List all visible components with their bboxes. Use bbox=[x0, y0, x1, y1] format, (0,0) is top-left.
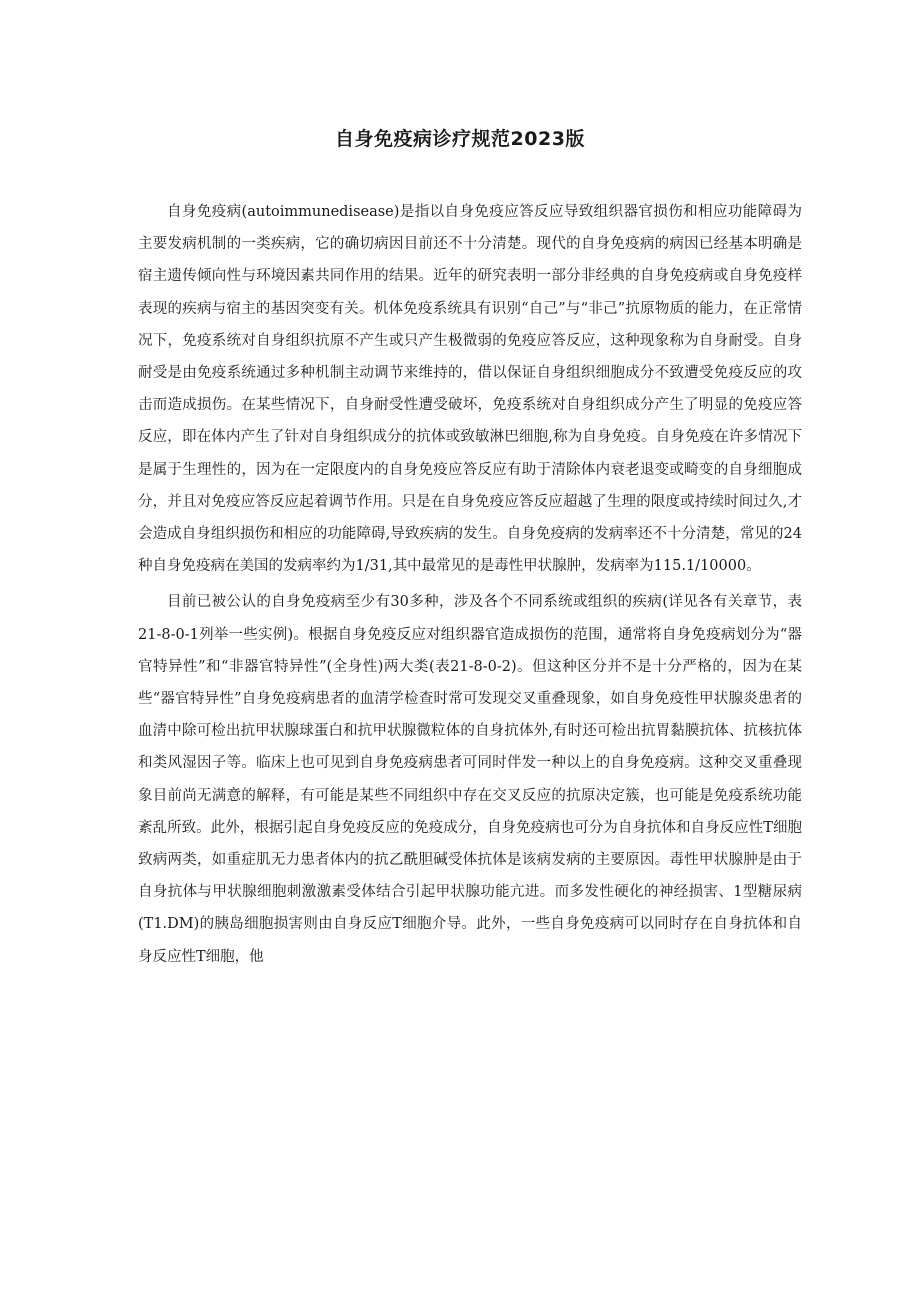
paragraph-1: 自身免疫病(autoimmunedisease)是指以自身免疫应答反应导致组织器官损伤和相应功能障碍为主要发病机制的一类疾病，它的确切病因目前还不十分清楚。现代的自身免疫病的病因已经基本明确是宿主遗传倾向性与环境因素共同作用的结果。近年的研究表明一部分非经典的自身免疫病或自身免疫样表现的疾病与宿主的基因突变有关。机体免疫系统具有识别“自己”与“非己”抗原物质的能力，在正常情况下，免疫系统对自身组织抗原不产生或只产生极微弱的免疫应答反应，这种现象称为自身耐受。自身耐受是由免疫系统通过多种机制主动调节来维持的，借以保证自身组织细胞成分不致遭受免疫反应的攻击而造成损伤。在某些情况下，自身耐受性遭受破坏，免疫系统对自身组织成分产生了明显的免疫应答反应，即在体内产生了针对自身组织成分的抗体或致敏淋巴细胞,称为自身免疫。自身免疫在许多情况下是属于生理性的，因为在一定限度内的自身免疫应答反应有助于清除体内衰老退变或畸变的自身细胞成分，并且对免疫应答反应起着调节作用。只是在自身免疫应答反应超越了生理的限度或持续时间过久,才会造成自身组织损伤和相应的功能障碍,导致疾病的发生。自身免疫病的发病率还不十分清楚，常见的24种自身免疫病在美国的发病率约为1/31,其中最常见的是毒性甲状腺肿，发病率为115.1/10000。 bbox=[138, 204, 802, 575]
document-title: 自身免疫病诊疗规范2023版 bbox=[335, 128, 585, 150]
document-body bbox=[138, 196, 802, 977]
paragraph-2: 目前已被公认的自身免疫病至少有30多种，涉及各个不同系统或组织的疾病(详见各有关章节，表21-8-0-1列举一些实例)。根据自身免疫反应对组织器官造成损伤的范围，通常将自身免疫病划分为“器官特异性”和“非器官特异性”(全身性)两大类(表21-8-0-2)。但这种区分并不是十分严格的，因为在某些“器官特异性”自身免疫病患者的血清学检查时常可发现交叉重叠现象，如自身免疫性甲状腺炎患者的血清中除可检出抗甲状腺球蛋白和抗甲状腺微粒体的自身抗体外,有时还可检出抗胃黏膜抗体、抗核抗体和类风湿因子等。临床上也可见到自身免疫病患者可同时伴发一种以上的自身免疫病。这种交叉重叠现象目前尚无满意的解释，有可能是某些不同组织中存在交叉反应的抗原决定簇，也可能是免疫系统功能紊乱所致。此外，根据引起自身免疫反应的免疫成分，自身免疫病也可分为自身抗体和自身反应性T细胞致病两类，如重症肌无力患者体内的抗乙酰胆碱受体抗体是该病发病的主要原因。毒性甲状腺肿是由于自身抗体与甲状腺细胞刺激激素受体结合引起甲状腺功能亢进。而多发性硬化的神经损害、1型糖尿病(T1.DM)的胰岛细胞损害则由自身反应T细胞介导。此外，一些自身免疫病可以同时存在自身抗体和自身反应性T细胞，他 bbox=[138, 594, 802, 965]
